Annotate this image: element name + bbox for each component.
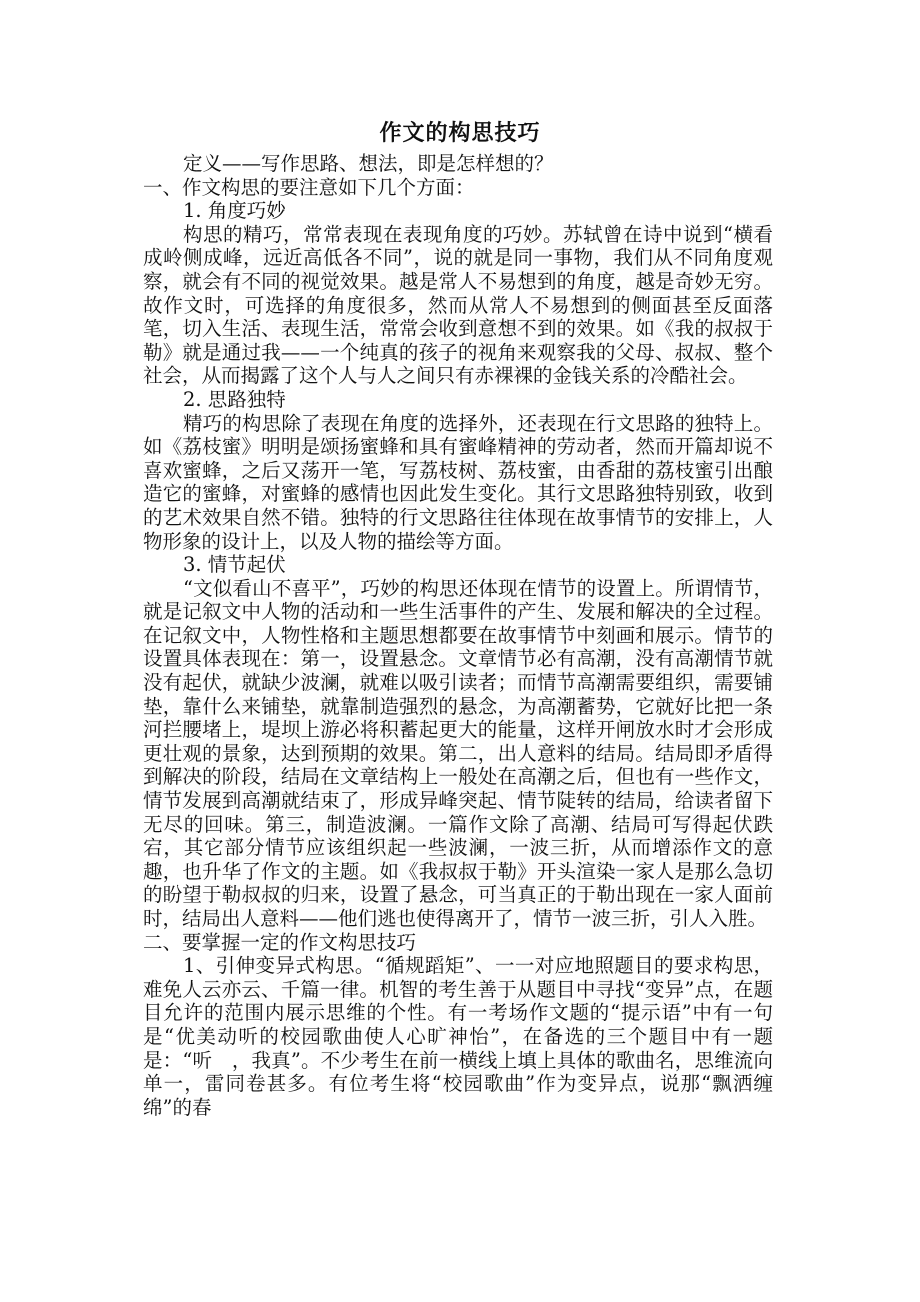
item1-paragraph: 构思的精巧，常常表现在表现角度的巧妙。苏轼曾在诗中说到“横看成岭侧成峰，远近高低各不同”，说的就是同一事物，我们从不同角度观察，就会有不同的视觉效果。越是常人不易想到的角度，越是奇妙无穷。故作文时，可选择的角度很多，然而从常人不易想到的侧面甚至反面落笔，切入生活、表现生活，常常会收到意想不到的效果。如《我的叔叔于勒》就是通过我——一个纯真的孩子的视角来观察我的父母、叔叔、整个社会，从而揭露了这个人与人之间只有赤裸裸的金钱关系的冷酷社会。 [143,222,773,388]
section2-item1-paragraph: 1、引伸变异式构思。“循规蹈矩”、一一对应地照题目的要求构思，难免人云亦云、千篇一律。机智的考生善于从题目中寻找“变异”点，在题目允许的范围内展示思维的个性。有一考场作文题的“提示语”中有一句是“优美动听的校园歌曲使人心旷神怡”，在备选的三个题目中有一题是：“听 ，我真”。不少考生在前一横线上填上具体的歌曲名，思维流向单一，雷同卷甚多。有位考生将“校园歌曲”作为变异点，说那“飘洒缠绵”的春 [143,954,773,1119]
item2-heading: 2. 思路独特 [183,387,286,411]
definition-line: 定义——写作思路、想法，即是怎样想的？ [183,152,554,175]
document-title: 作文的构思技巧 [379,120,541,146]
item3-paragraph: “文似看山不喜平”，巧妙的构思还体现在情节的设置上。所谓情节，就是记叙文中人物的活动和一些生活事件的产生、发展和解决的全过程。在记叙文中，人物性格和主题思想都要在故事情节中刻画和展示。情节的设置具体表现在：第一，设置悬念。文章情节必有高潮，没有高潮情节就没有起伏，就缺少波澜，就难以吸引读者；而情节高潮需要组织，需要铺垫，靠什么来铺垫，就靠制造强烈的悬念，为高潮蓄势，它就好比把一条河拦腰堵上，堤坝上游必将积蓄起更大的能量，这样开闸放水时才会形成更壮观的景象，达到预期的效果。第二，出人意料的结局。结局即矛盾得到解决的阶段，结局在文章结构上一般处在高潮之后，但也有一些作文，情节发展到高潮就结束了，形成异峰突起、情节陡转的结局，给读者留下无尽的回味。第三，制造波澜。一篇作文除了高潮、结局可写得起伏跌宕，其它部分情节应该组织起一些波澜，一波三折，从而增添作文的意趣，也升华了作文的主题。如《我叔叔于勒》开头渲染一家人是那么急切的盼望于勒叔叔的归来，设置了悬念，可当真正的于勒出现在一家人面前时，结局出人意料——他们逃也使得离开了，情节一波三折，引人入胜。 [143,576,773,930]
item3-heading: 3. 情节起伏 [183,553,286,577]
section1-heading: 一、作文构思的要注意如下几个方面： [143,175,475,199]
item1-heading: 1. 角度巧妙 [183,199,286,223]
item2-paragraph: 精巧的构思除了表现在角度的选择外，还表现在行文思路的独特上。如《荔枝蜜》明明是颂扬蜜蜂和具有蜜峰精神的劳动者，然而开篇却说不喜欢蜜蜂，之后又荡开一笔，写荔枝树、荔枝蜜，由香甜的荔枝蜜引出酿造它的蜜蜂，对蜜蜂的感情也因此发生变化。其行文思路独特别致，收到的艺术效果自然不错。独特的行文思路往往体现在故事情节的安排上，人物形象的设计上，以及人物的描绘等方面。 [143,411,773,553]
section2-heading: 二、要掌握一定的作文构思技巧 [143,930,417,954]
document-body [143,152,773,1119]
